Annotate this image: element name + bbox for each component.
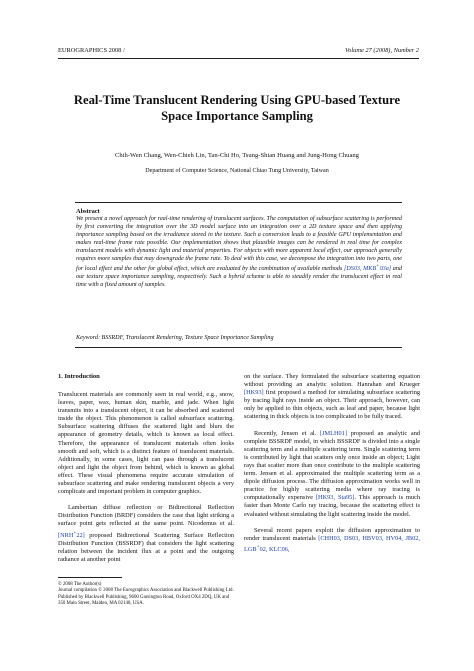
intro-paragraph-1: Translucent materials are commonly seen in real world, e.g., snow, leaves, paper, wax, human skin, marble, and jade. When light transmits into a translucent object, it can be absorbed and scattered inside the object. This phenomenon is called subsurface scattering. Subsurface scattering diffuses the scattered light and blurs the appearance of geometry details, which is known as local effect. Therefore, the appearance of translucent materials often looks smooth and soft, which is a distinct feature of translucent materials. Additionally, in some cases, light can pass through a translucent object and light the object from behind, which is known as global effect. These visual phenomena require accurate simulation of subsurface scattering and make rendering translucent objects a very complicate and important problem in computer graphics. <box>58 391 234 496</box>
abstract-bottom-rule <box>75 347 402 348</box>
paper-title-line-2: Space Importance Sampling <box>161 109 313 123</box>
author-list: Chih-Wen Chang, Wen-Chieh Lin, Tan-Chi Ho, Tsung-Shian Huang and Jung-Hong Chuang <box>115 152 359 159</box>
header-rule <box>58 58 419 59</box>
abstract-keywords: Keyword: BSSRDF, Translucent Rendering, Texture Space Importance Sampling <box>76 335 274 341</box>
right-column <box>244 373 420 554</box>
citation-link-nrh[interactable]: [NRH+22] <box>58 529 85 539</box>
paper-title <box>40 92 434 124</box>
copyright-line: © 2008 The Author(s) <box>58 582 102 587</box>
running-header-right: Volume 27 (2008), Number 2 <box>344 47 419 54</box>
citation-link-hk93[interactable]: [HK93] <box>244 389 264 397</box>
running-header-left: EUROGRAPHICS 2008 / <box>58 47 125 54</box>
abstract-text-2: and our texture space importance sampling, respectively. Such a hybrid scheme is able to steadily render the translucent effect in real time with a fixed amount of samples. <box>76 266 403 289</box>
copyright-footnote <box>58 582 234 607</box>
right-paragraph-1: on the surface. They formulated the subsurface scattering equation without providing an analytic solution. Hanrahan and Krueger [HK93] first proposed a method for simulating subsurface scattering by tracing light rays inside an object. Their approach, however, can only be applied to thin objects, such as leaf and paper, because light scattering in thick objects is too complicated to be fully traced. <box>244 373 420 421</box>
footnote-line-3: Published by Blackwell Publishing, 9600 Garsington Road, Oxford OX4 2DQ, UK and <box>58 594 230 600</box>
footnote-line-2: Journal compilation © 2008 The Eurographics Association and Blackwell Publishing Ltd. <box>58 588 234 594</box>
footnote-rule <box>58 577 122 578</box>
citation-link-jmlh01[interactable]: [JMLH01] <box>320 429 347 437</box>
abstract-body <box>76 216 402 290</box>
paper-title-line-1: Real-Time Translucent Rendering Using GPU-based Texture <box>73 93 401 107</box>
abstract-heading: Abstract <box>76 208 100 215</box>
abstract-text-1: We present a novel approach for real-time rendering of translucent surfaces. The computation of subsurface scattering is performed by first converting the integration over the 3D model surface into an integration over a 2D texture space and then applying importance sampling based on the irradiance stored in the texture. Such a conversion leads to a feasible GPU implementation and makes real-time frame rate possible. Our implementation shows that plausible images can be rendered in real time for complex translucent models with dynamic light and material properties. For objects with more apparent local effect, our approach generally requires more samples that may downgrade the frame rate. To deal with this case, we decompose the integration into two parts, one for local effect and the other for global effect, which are evaluated by the combination of available methods <box>76 216 402 273</box>
citation-link-hk93-sta95[interactable]: [HK93, Sta95] <box>315 494 355 502</box>
left-column <box>58 373 234 564</box>
footnote-line-4: 350 Main Street, Malden, MA 02148, USA. <box>58 600 144 606</box>
abstract-citation-link[interactable]: [DS03, MKB+03a] <box>343 263 392 273</box>
intro-paragraph-2: Lambertian diffuse reflection or Bidirectional Reflection Distribution Function (BRDF) considers the case that light striking a surface point gets reflected at the same point. Nicodemus et al. [NRH+22] proposed Bidirectional Scattering Surface Reflection Distribution Function (BSSRDF) that considers the light scattering relation between the incident flux at a point and the outgoing radiance at another point <box>58 504 234 563</box>
affiliation: Department of Computer Science, National Chiao Tung University, Taiwan <box>145 168 329 174</box>
abstract-top-rule <box>75 202 402 203</box>
right-paragraph-3: Several recent papers exploit the diffusion approximation to render translucent materials [CHH03, DS03, HBV03, HV04, JB02, LGB+02, KLC06, <box>244 526 420 553</box>
citation-link-list[interactable]: [CHH03, DS03, HBV03, HV04, JB02, LGB+02, KLC06, <box>244 534 420 553</box>
right-paragraph-2: Recently, Jensen et al. [JMLH01] proposed an analytic and complete BSSRDF model, in which BSSRDF is divided into a single scattering term and a multiple scattering term. Single scattering term is contributed by light that scatters only once inside an object; Light rays that scatter more than once contribute to the multiple scattering term. Jensen et al. approximated the multiple scattering term as a dipole diffusion process. The diffusion approximation works well in practice for highly scattering media where ray tracing is computationally expensive [HK93, Sta95]. This approach is much faster than Monte Carlo ray tracing, because the scattering effect is evaluated without simulating the light scattering inside the model. <box>244 429 421 518</box>
section-heading-introduction: 1. Introduction <box>58 373 100 380</box>
